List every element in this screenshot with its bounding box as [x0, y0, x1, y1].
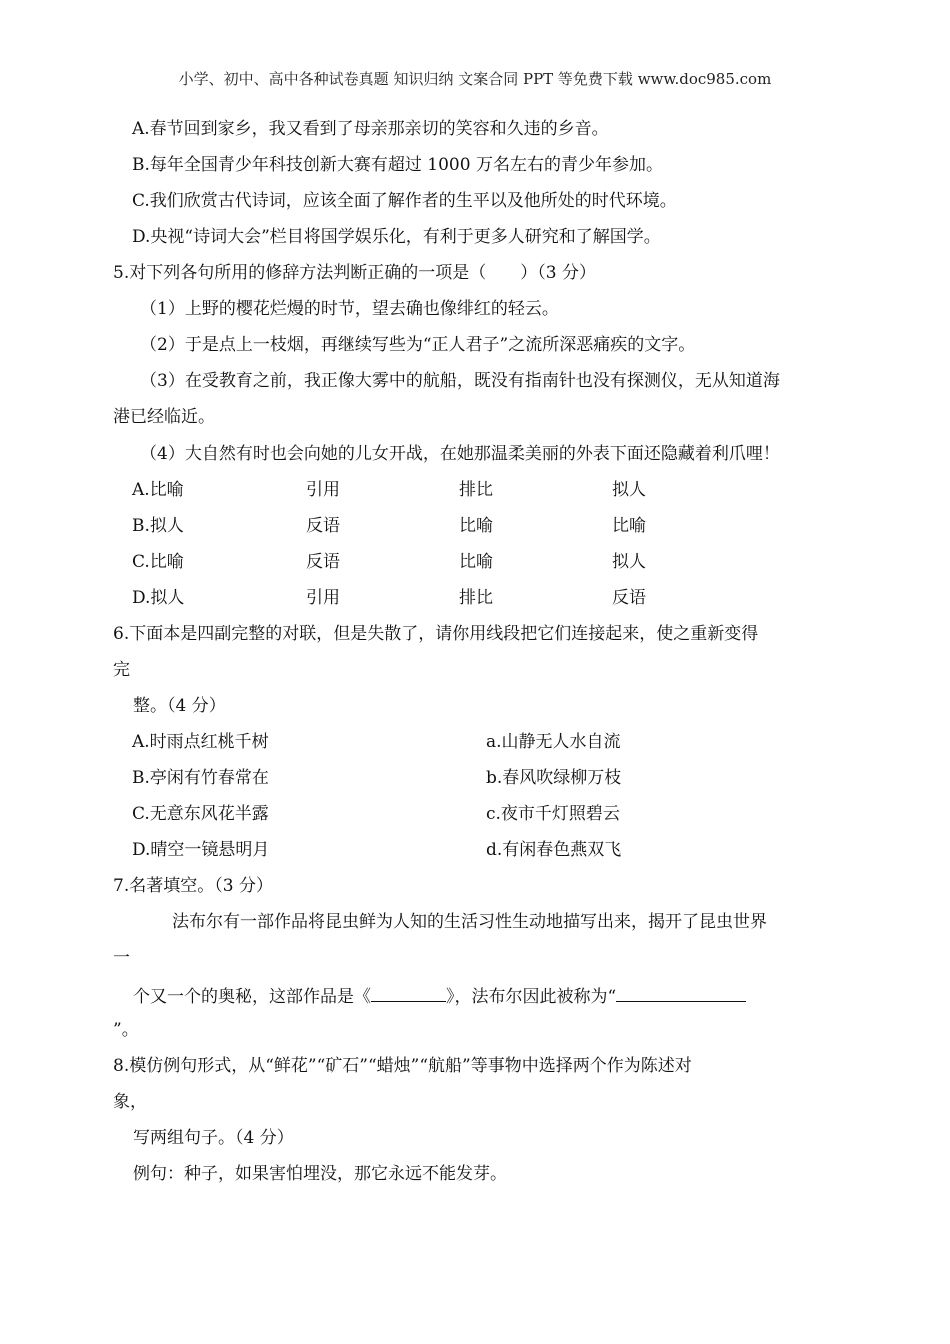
- q6-couplet-left-c: C.无意东风花半露: [132, 804, 269, 824]
- q6-couplet-right-c: c.夜市千灯照碧云: [486, 804, 620, 824]
- q5-option-c-c2: 反语: [306, 552, 340, 572]
- q6-stem: 6.下面本是四副完整的对联，但是失散了，请你用线段把它们连接起来，使之重新变得: [113, 624, 759, 644]
- q7-nickname-blank[interactable]: [616, 983, 746, 1002]
- q5-option-a-c3: 排比: [459, 480, 493, 500]
- q4-option-b: B.每年全国青少年科技创新大赛有超过 1000 万名左右的青少年参加。: [132, 155, 663, 175]
- q6-couplet-right-b: b.春风吹绿柳万枝: [486, 768, 622, 788]
- q7-paragraph-wrap: 一: [113, 948, 130, 968]
- q5-stem: 5.对下列各句所用的修辞方法判断正确的一项是（ ）（3 分）: [113, 263, 596, 283]
- q5-option-d-label: D.拟人: [132, 588, 185, 608]
- q8-stem-end: 写两组句子。（4 分）: [133, 1128, 294, 1148]
- q6-couplet-left-b: B.亭闲有竹春常在: [132, 768, 269, 788]
- q5-option-b-c4: 比喻: [612, 516, 646, 536]
- q5-option-c-c3: 比喻: [459, 552, 493, 572]
- q5-sentence-1: （1）上野的樱花烂熳的时节，望去确也像绯红的轻云。: [140, 299, 559, 319]
- q5-option-b-c3: 比喻: [459, 516, 493, 536]
- q6-couplet-right-d: d.有闲春色燕双飞: [486, 840, 622, 860]
- page-header: 小学、初中、高中各种试卷真题 知识归纳 文案合同 PPT 等免费下载 www.doc985.com: [178, 70, 772, 88]
- q6-couplet-right-a: a.山静无人水自流: [486, 732, 621, 752]
- q5-option-c-label: C.比喻: [132, 552, 184, 572]
- q6-couplet-left-a: A.时雨点红桃千树: [132, 732, 269, 752]
- q5-option-d-c2: 引用: [306, 588, 340, 608]
- q7-paragraph-line-2: [133, 983, 746, 1008]
- q5-sentence-3b: 港已经临近。: [113, 407, 215, 427]
- q5-option-d-c4: 反语: [612, 588, 646, 608]
- q8-stem: 8.模仿例句形式，从“鲜花”“矿石”“蜡烛”“航船”等事物中选择两个作为陈述对: [113, 1056, 692, 1076]
- q7-closing-quote: ”。: [113, 1020, 139, 1040]
- q8-example-sentence: 例句：种子，如果害怕埋没，那它永远不能发芽。: [133, 1164, 507, 1184]
- q5-option-a-c4: 拟人: [612, 480, 646, 500]
- q5-option-b-c2: 反语: [306, 516, 340, 536]
- q7-paragraph-line-1: 法布尔有一部作品将昆虫鲜为人知的生活习性生动地描写出来，揭开了昆虫世界: [172, 912, 767, 932]
- q4-option-a: A.春节回到家乡，我又看到了母亲那亲切的笑容和久违的乡音。: [132, 119, 609, 139]
- q6-stem-wrap: 完: [113, 660, 130, 680]
- q7-text-before-nickname: 》，法布尔因此被称为“: [446, 987, 617, 1007]
- q6-couplet-left-d: D.晴空一镜悬明月: [132, 840, 270, 860]
- q7-title-blank[interactable]: [371, 983, 446, 1002]
- q4-option-d: D.央视“诗词大会”栏目将国学娱乐化，有利于更多人研究和了解国学。: [132, 227, 661, 247]
- q5-option-c-c4: 拟人: [612, 552, 646, 572]
- q7-text-before-title: 个又一个的奥秘，这部作品是《: [133, 987, 371, 1007]
- q4-option-c: C.我们欣赏古代诗词，应该全面了解作者的生平以及他所处的时代环境。: [132, 191, 677, 211]
- q5-option-d-c3: 排比: [459, 588, 493, 608]
- q5-sentence-4: （4）大自然有时也会向她的儿女开战，在她那温柔美丽的外表下面还隐藏着利爪哩！: [140, 444, 780, 464]
- q5-option-a-label: A.比喻: [132, 480, 184, 500]
- q6-stem-end: 整。（4 分）: [133, 696, 226, 716]
- q5-sentence-3a: （3）在受教育之前，我正像大雾中的航船，既没有指南针也没有探测仪，无从知道海: [140, 371, 780, 391]
- q5-option-b-label: B.拟人: [132, 516, 184, 536]
- q5-option-a-c2: 引用: [306, 480, 340, 500]
- q8-stem-wrap: 象，: [113, 1092, 147, 1112]
- q7-stem: 7.名著填空。（3 分）: [113, 876, 273, 896]
- q5-sentence-2: （2）于是点上一枝烟，再继续写些为“正人君子”之流所深恶痛疾的文字。: [140, 335, 696, 355]
